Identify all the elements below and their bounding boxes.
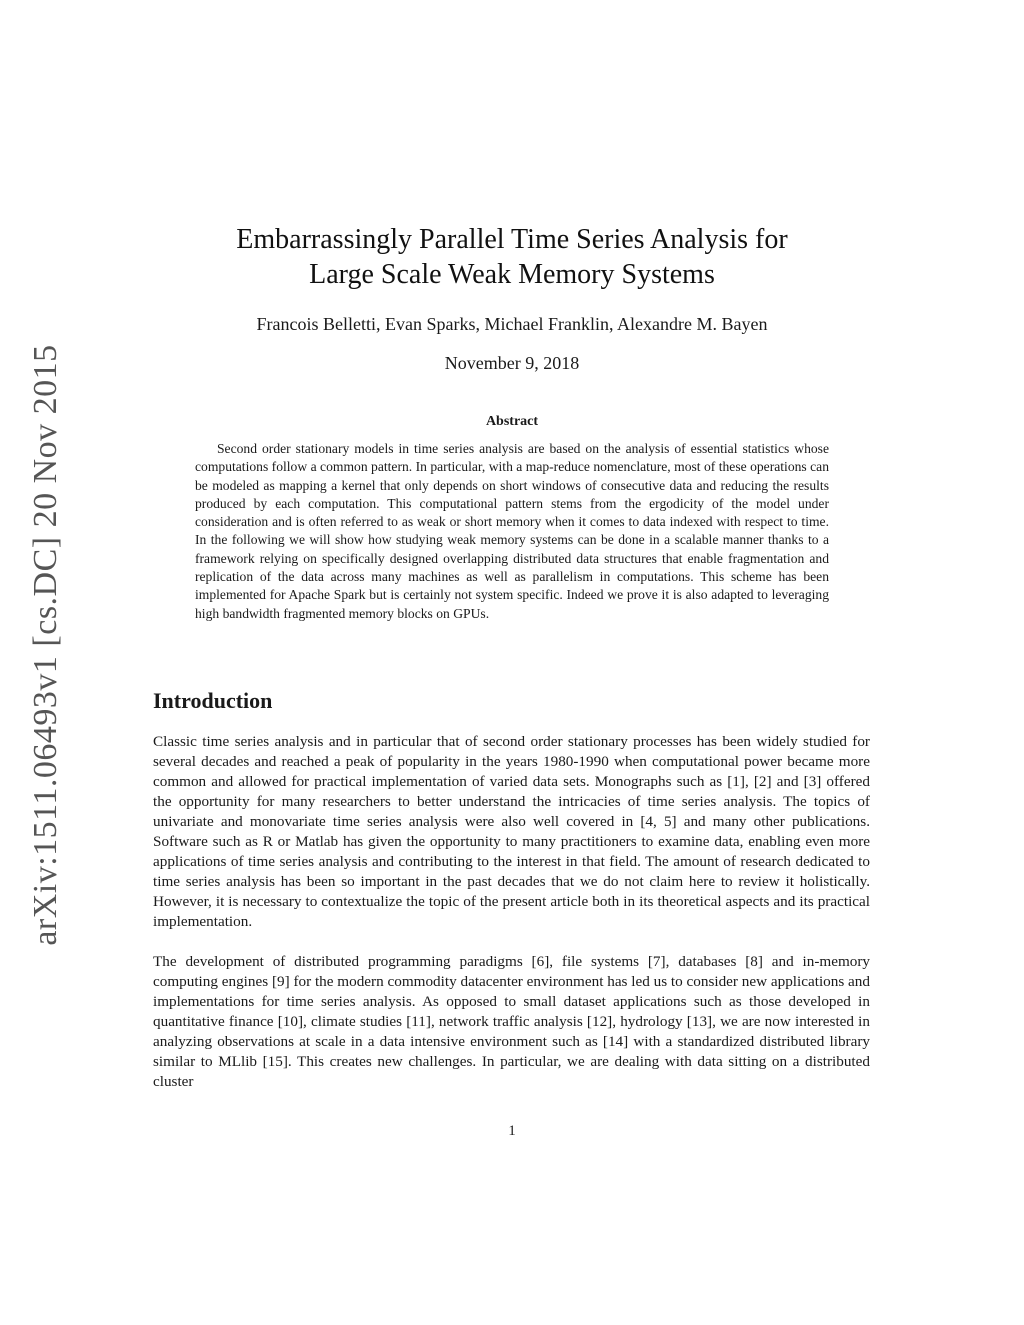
author-list: Francois Belletti, Evan Sparks, Michael Franklin, Alexandre M. Bayen — [256, 314, 768, 334]
page-number: 1 — [508, 1123, 516, 1139]
publication-date: November 9, 2018 — [444, 353, 580, 373]
abstract-heading: Abstract — [485, 414, 539, 429]
paper-title — [160, 222, 864, 292]
arxiv-identifier-stamp: arXiv:1511.06493v1 [cs.DC] 20 Nov 2015 — [27, 344, 64, 946]
section-heading-introduction: Introduction — [153, 688, 273, 713]
title-line-1: Embarrassingly Parallel Time Series Analysis for — [236, 224, 788, 255]
intro-paragraph: Classic time series analysis and in particular that of second order stationary processes has been widely studied for several decades and reached a peak of popularity in the years 1980-1990 when computational power became more common and allowed for practical implementation of varied data sets. Monographs such as [1], [2] and [3] offered the opportunity for many researchers to better understand the intricacies of time series analysis. The topics of univariate and monovariate time series analysis were also well covered in [4, 5] and many other publications. Software such as R or Matlab has given the opportunity to many practitioners to examine data, enabling even more applications of time series analysis and contributing to the interest in that field. The amount of research dedicated to time series analysis has been so important in the past decades that we do not claim here to review it holistically. However, it is necessary to contextualize the topic of the present article both in its theoretical aspects and its practical implementation. — [153, 733, 870, 930]
intro-paragraph: The development of distributed programming paradigms [6], file systems [7], databases [8] and in-memory computing engines [9] for the modern commodity datacenter environment has led us to consider new applications and implementations for time series analysis. As opposed to small dataset applications such as those developed in quantitative finance [10], climate studies [11], network traffic analysis [12], hydrology [13], we are now interested in analyzing observations at scale in a data intensive environment such as [14] with a standardized distributed library similar to MLlib [15]. This creates new challenges. In particular, we are dealing with data sitting on a distributed cluster — [153, 953, 870, 1090]
title-line-2: Large Scale Weak Memory Systems — [309, 259, 715, 290]
abstract-text: Second order stationary models in time series analysis are based on the analysis of essential statistics whose computations follow a common pattern. In particular, with a map-reduce nomenclature, most of these operations can be modeled as mapping a kernel that only depends on short windows of consecutive data and reducing the results produced by each computation. This computational pattern stems from the ergodicity of the model under consideration and is often referred to as weak or short memory when it comes to data indexed with respect to time. In the following we will show how studying weak memory systems can be done in a scalable manner thanks to a framework relying on specifically designed overlapping distributed data structures that enable fragmentation and replication of the data across many machines as well as parallelism in computations. This scheme has been implemented for Apache Spark but is certainly not system specific. Indeed we prove it is also adapted to leveraging high bandwidth fragmented memory blocks on GPUs. — [195, 441, 829, 621]
